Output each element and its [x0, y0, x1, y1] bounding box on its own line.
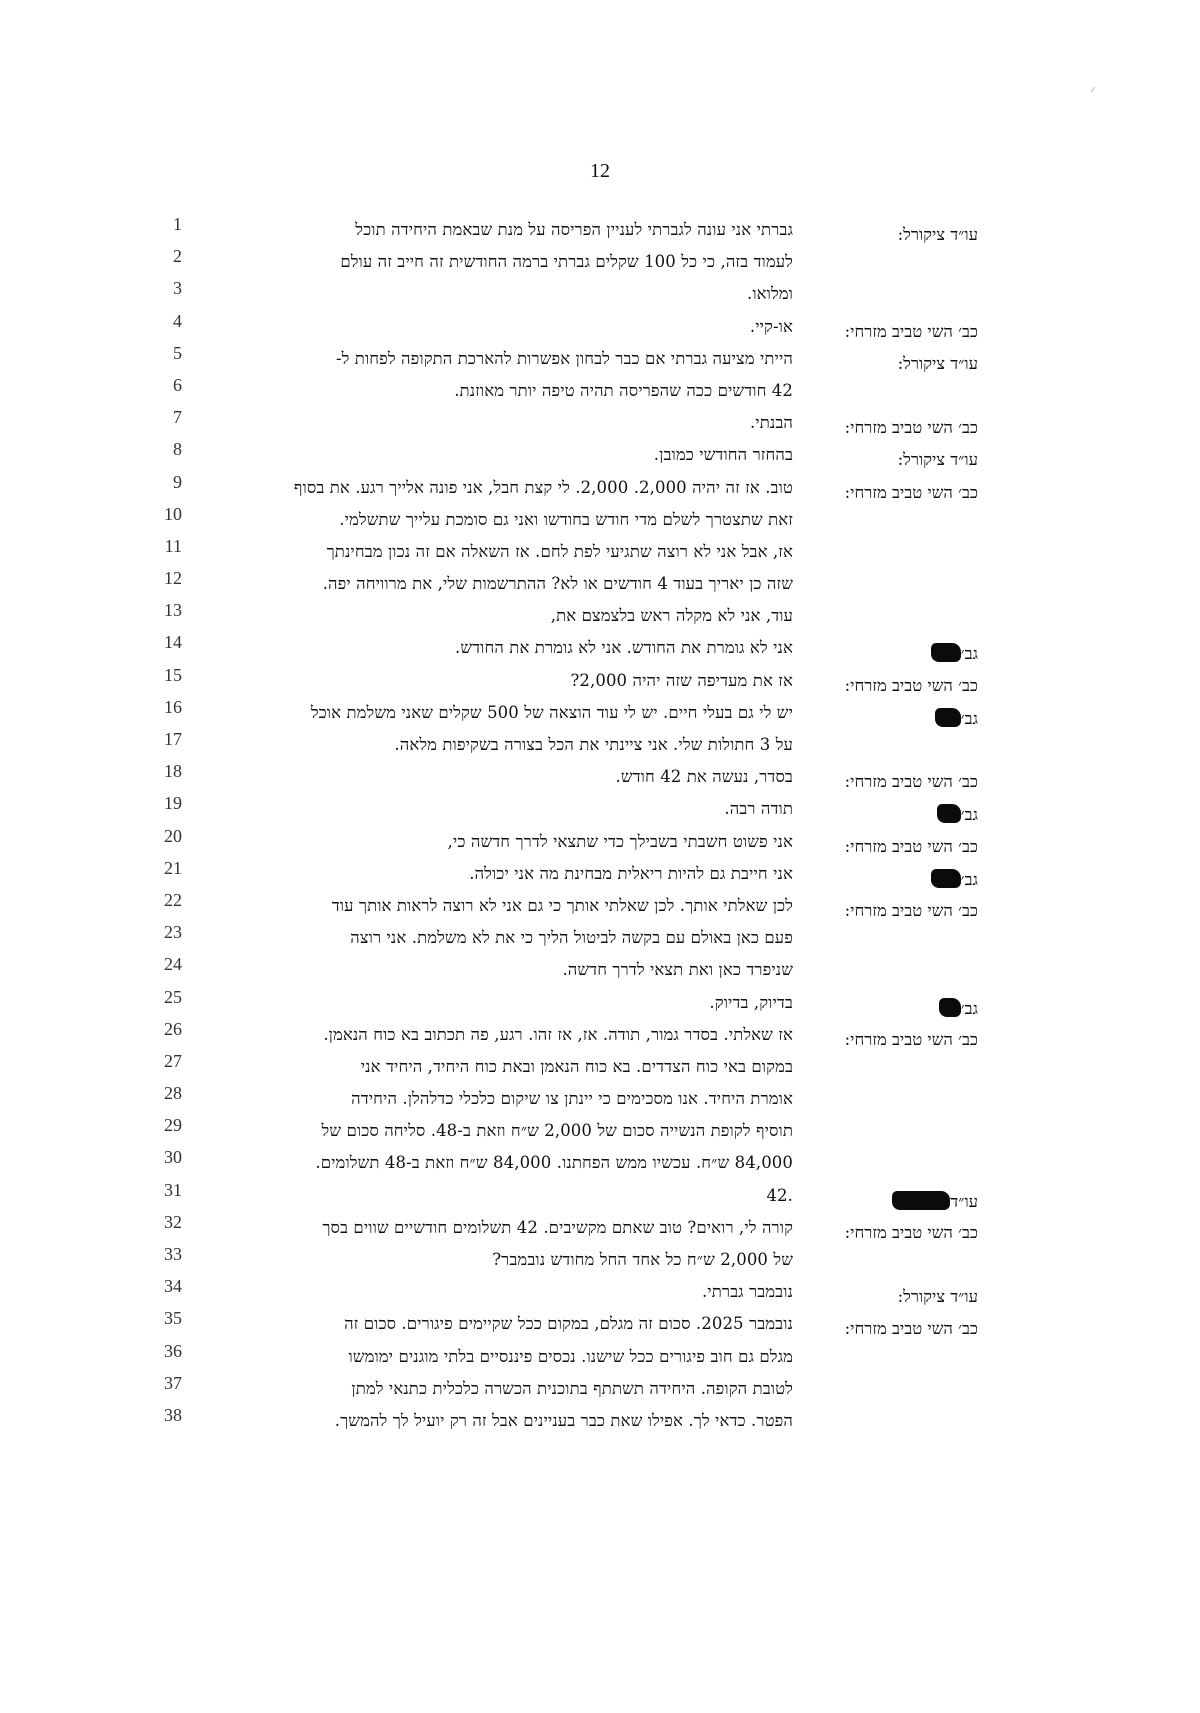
- speaker-label: [800, 1191, 978, 1212]
- speaker-name: עו״ד ציקורל:: [897, 1287, 978, 1307]
- utterance-text: לכן שאלתי אותך. לכן שאלתי אותך כי גם אני לא רוצה לראות אותך עוד: [331, 895, 793, 915]
- line-number: 23: [164, 922, 182, 943]
- line-number: 31: [164, 1179, 182, 1200]
- speaker-name: עו״ד ציקורל:: [897, 225, 978, 244]
- redaction-mark: [937, 804, 961, 823]
- speaker-name: כב׳ השי טביב מזרחי:: [844, 321, 978, 341]
- line-number: 14: [164, 632, 182, 653]
- utterance-text: 42 חודשים ככה שהפריסה תהיה טיפה יותר מאוזנת.: [454, 380, 793, 400]
- speaker-name: גב׳: [960, 998, 978, 1018]
- scan-mark: [1091, 87, 1100, 96]
- utterance-text: אז, אבל אני לא רוצה שתגיעי לפת לחם. אז השאלה אם זה נכון מבחינתך: [326, 541, 793, 561]
- speaker-label: [800, 708, 978, 729]
- utterance-text: הבנתי.: [749, 413, 793, 433]
- utterance-text: אני פשוט חשבתי בשבילך כדי שתצאי לדרך חדשה כי,: [447, 831, 793, 851]
- utterance-text: 84,000 ש״ח. עכשיו ממש הפחתנו. 84,000 ש״ח וזאת ב-48 תשלומים.: [315, 1153, 793, 1173]
- utterance-text: ומלואו.: [746, 284, 793, 304]
- speaker-label: [800, 1030, 978, 1050]
- speaker-label: [800, 804, 978, 825]
- utterance-text: בסדר, נעשה את 42 חודש.: [615, 767, 793, 787]
- speaker-name: כב׳ השי טביב מזרחי:: [844, 418, 978, 438]
- line-number: 11: [164, 535, 182, 556]
- utterance-text: או-קיי.: [749, 316, 793, 336]
- page-number: 12: [590, 160, 610, 182]
- speaker-label: [800, 1223, 978, 1243]
- line-number: 6: [173, 374, 182, 395]
- line-number: 17: [164, 729, 182, 749]
- line-number: 1: [173, 214, 182, 234]
- utterance-text: אז את מעדיפה שזה יהיה 2,000?: [570, 670, 793, 690]
- utterance-text: אומרת היחיד. אנו מסכימים כי יינתן צו שיקום כלכלי כדלהלן. היחידה: [351, 1089, 793, 1109]
- utterance-text: נובמבר 2025. סכום זה מגלם, במקום ככל שקיימים פיגורים. סכום זה: [344, 1314, 793, 1334]
- utterance-text: שניפרד כאן ואת תצאי לדרך חדשה.: [562, 960, 793, 980]
- speaker-name: גב׳: [960, 805, 978, 825]
- line-number: 29: [164, 1115, 182, 1136]
- utterance-text: של 2,000 ש״ח כל אחד החל מחודש נובמבר?: [492, 1250, 793, 1269]
- speaker-name: גב׳: [960, 644, 978, 664]
- redaction-mark: [892, 1191, 950, 1210]
- line-number: 36: [164, 1340, 182, 1361]
- line-number: 22: [164, 889, 182, 910]
- speaker-name: גב׳: [960, 869, 978, 889]
- utterance-text: במקום באי כוח הצדדים. בא כוח הנאמן ובאת כוח היחיד, היחיד אני: [360, 1056, 793, 1076]
- line-number: 37: [164, 1372, 182, 1393]
- line-number: 8: [173, 439, 182, 460]
- redaction-mark: [931, 643, 961, 662]
- utterance-text: שזה כן יאריך בעוד 4 חודשים או לא? ההתרשמות שלי, את מרוויחה יפה.: [322, 574, 793, 594]
- line-number: 16: [164, 696, 182, 717]
- speaker-name: כב׳ השי טביב מזרחי:: [844, 1319, 978, 1339]
- speaker-label: [800, 998, 978, 1019]
- line-number: 4: [173, 310, 182, 331]
- speaker-name: כב׳ השי טביב מזרחי:: [844, 675, 978, 695]
- utterance-text: לעמוד בזה, כי כל 100 שקלים גברתי ברמה החודשית זה חייב זה עולם: [340, 252, 793, 272]
- speaker-label: [800, 837, 978, 857]
- speaker-label: [800, 354, 978, 374]
- line-number: 5: [173, 342, 182, 363]
- utterance-text: תוסיף לקופת הנשייה סכום של 2,000 ש״ח וזאת ב-48. סליחה סכום של: [321, 1121, 793, 1141]
- speaker-label: [800, 225, 978, 245]
- speaker-name: כב׳ השי טביב מזרחי:: [844, 1222, 978, 1242]
- speaker-name: עו״ד: [950, 1191, 978, 1211]
- line-number: 28: [164, 1083, 182, 1104]
- speaker-name: גב׳: [960, 708, 978, 728]
- speaker-label: [800, 450, 978, 470]
- line-number: 26: [164, 1018, 182, 1039]
- utterance-text: זאת שתצטרך לשלם מדי חודש בחודשו ואני גם סומכת עלייך שתשלמי.: [339, 509, 793, 529]
- line-number: 38: [164, 1404, 182, 1425]
- utterance-text: .42: [766, 1185, 793, 1205]
- line-number: 10: [164, 503, 182, 524]
- line-number: 12: [164, 568, 182, 589]
- utterance-text: מגלם גם חוב פיגורים ככל שישנו. נכסים פיננסיים בלתי מוגנים ימומשו: [348, 1346, 793, 1366]
- line-number: 25: [164, 986, 182, 1007]
- speaker-name: כב׳ השי טביב מזרחי:: [844, 1029, 978, 1049]
- speaker-name: כב׳ השי טביב מזרחי:: [844, 836, 978, 856]
- utterance-text: בדיוק, בדיוק.: [709, 992, 793, 1012]
- speaker-label: [800, 869, 978, 890]
- utterance-text: עוד, אני לא מקלה ראש בלצמצם את,: [550, 606, 793, 626]
- utterance-text: בהחזר החודשי כמובן.: [653, 445, 793, 465]
- speaker-label: [800, 1287, 978, 1307]
- line-number: 32: [164, 1211, 182, 1232]
- redaction-mark: [939, 998, 961, 1017]
- utterance-text: הפטר. כדאי לך. אפילו שאת כבר בעניינים אבל זה רק יועיל לך להמשך.: [334, 1410, 793, 1430]
- line-number: 27: [164, 1050, 182, 1071]
- speaker-label: [800, 418, 978, 438]
- utterance-text: הייתי מציעה גברתי אם כבר לבחון אפשרות להארכת התקופה לפחות ל-: [335, 348, 793, 368]
- utterance-text: קורה לי, רואים? טוב שאתם מקשיבים. 42 תשלומים חודשיים שווים בסך: [322, 1217, 793, 1237]
- line-number: 30: [164, 1147, 182, 1168]
- utterance-text: תודה רבה.: [724, 799, 793, 819]
- line-number: 13: [164, 600, 182, 621]
- speaker-label: [800, 322, 978, 342]
- line-number: 33: [164, 1244, 182, 1264]
- utterance-text: אז שאלתי. בסדר גמור, תודה. אז, אז זהו. רגע, פה תכתוב בא כוח הנאמן.: [323, 1024, 793, 1044]
- utterance-text: גברתי אני עונה לגברתי לעניין הפריסה על מנת שבאמת היחידה תוכל: [355, 220, 793, 239]
- redaction-mark: [931, 869, 961, 888]
- speaker-name: עו״ד ציקורל:: [897, 450, 978, 470]
- utterance-text: יש לי גם בעלי חיים. יש לי עוד הוצאה של 500 שקלים שאני משלמת אוכל: [310, 702, 793, 722]
- line-number: 24: [164, 954, 182, 975]
- speaker-label: [800, 676, 978, 696]
- line-number: 2: [173, 246, 182, 267]
- utterance-text: לטובת הקופה. היחידה תשתתף בתוכנית הכשרה כלכלית כתנאי למתן: [351, 1378, 793, 1398]
- utterance-text: אני לא גומרת את החודש. אני לא גומרת את החודש.: [455, 638, 793, 658]
- redaction-mark: [935, 708, 961, 727]
- line-number: 21: [164, 857, 182, 878]
- speaker-name: עו״ד ציקורל:: [897, 353, 978, 373]
- utterance-text: פעם כאן באולם עם בקשה לביטול הליך כי את לא משלמת. אני רוצה: [350, 928, 793, 948]
- transcript: [0, 214, 1200, 1441]
- line-number: 18: [164, 761, 182, 782]
- speaker-label: [800, 1319, 978, 1339]
- line-number: 34: [164, 1276, 182, 1297]
- line-number: 19: [164, 793, 182, 814]
- line-number: 3: [173, 278, 182, 299]
- speaker-label: [800, 643, 978, 664]
- transcript-line: [0, 1404, 1200, 1441]
- speaker-label: [800, 483, 978, 503]
- line-number: 9: [173, 471, 182, 492]
- utterance-text: על 3 חתולות שלי. אני ציינתי את הכל בצורה בשקיפות מלאה.: [394, 735, 793, 754]
- line-number: 35: [164, 1308, 182, 1329]
- speaker-name: כב׳ השי טביב מזרחי:: [844, 482, 978, 502]
- speaker-label: [800, 901, 978, 921]
- line-number: 15: [164, 664, 182, 685]
- utterance-text: אני חייבת גם להיות ריאלית מבחינת מה אני יכולה.: [469, 863, 793, 883]
- utterance-text: נובמבר גברתי.: [701, 1282, 793, 1302]
- utterance-text: טוב. אז זה יהיה 2,000. 2,000. לי קצת חבל, אני פונה אלייך רגע. את בסוף: [293, 477, 793, 497]
- line-number: 20: [164, 825, 182, 846]
- speaker-name: כב׳ השי טביב מזרחי:: [844, 900, 978, 920]
- line-number: 7: [173, 407, 182, 428]
- speaker-label: [800, 772, 978, 792]
- speaker-name: כב׳ השי טביב מזרחי:: [844, 772, 978, 792]
